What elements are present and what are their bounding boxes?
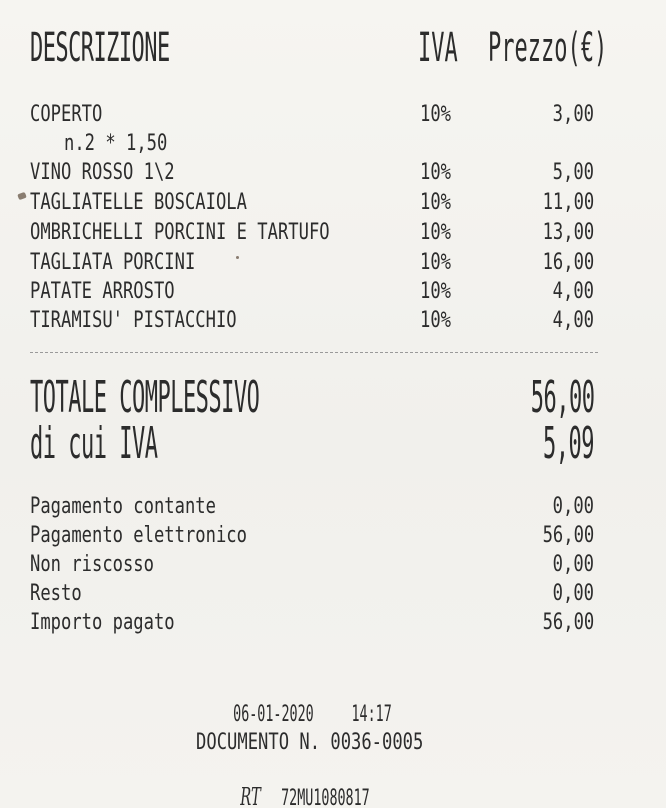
item-row <box>0 218 666 248</box>
rt-logo-icon: RT <box>240 783 262 808</box>
header-vat-label: IVA <box>418 25 458 71</box>
total-value: 56,00 <box>530 372 594 423</box>
rt-serial-line <box>0 782 620 808</box>
payment-amount: 0,00 <box>552 552 594 577</box>
item-price: 4,00 <box>552 308 594 333</box>
item-description: COPERTO <box>30 102 103 127</box>
document-number-line <box>0 728 620 758</box>
header-description-label: DESCRIZIONE <box>30 25 170 71</box>
item-price: 16,00 <box>542 250 594 275</box>
item-row <box>0 277 666 307</box>
payment-amount: 56,00 <box>542 610 594 635</box>
ink-speck <box>236 256 239 259</box>
item-row <box>0 100 666 130</box>
item-row <box>0 248 666 278</box>
item-description: TAGLIATA PORCINI <box>30 250 196 275</box>
payment-label: Non riscosso <box>30 552 154 577</box>
header-price-label: Prezzo(€) <box>488 25 608 71</box>
item-price: 4,00 <box>552 279 594 304</box>
item-price: 3,00 <box>552 102 594 127</box>
vat-included-value: 5,09 <box>543 418 594 469</box>
payment-row <box>0 492 666 522</box>
payment-amount: 0,00 <box>552 581 594 606</box>
item-vat: 10% <box>420 102 452 127</box>
item-price: 13,00 <box>542 220 594 245</box>
payment-row <box>0 579 666 609</box>
item-vat: 10% <box>420 250 452 275</box>
item-quantity-detail: n.2 * 1,50 <box>64 131 168 156</box>
payment-row <box>0 521 666 551</box>
item-description: TAGLIATELLE BOSCAIOLA <box>30 190 247 215</box>
item-vat: 10% <box>420 160 452 185</box>
item-row <box>0 158 666 188</box>
item-price: 11,00 <box>542 190 594 215</box>
item-description: PATATE ARROSTO <box>30 279 175 304</box>
item-description: VINO ROSSO 1\2 <box>30 160 175 185</box>
payment-row <box>0 550 666 580</box>
item-row <box>0 306 666 336</box>
payment-label: Resto <box>30 581 82 606</box>
item-vat: 10% <box>420 308 452 333</box>
divider <box>30 352 598 353</box>
item-vat: 10% <box>420 190 452 215</box>
payment-amount: 56,00 <box>542 523 594 548</box>
vat-included-label: di cui IVA <box>30 418 158 469</box>
date-time-line <box>0 700 620 730</box>
receipt-time: 14:17 <box>351 702 393 727</box>
payment-row <box>0 608 666 638</box>
device-serial: 72MU1080817 <box>281 786 370 808</box>
item-row <box>0 188 666 218</box>
document-number: DOCUMENTO N. 0036-0005 <box>196 730 424 755</box>
item-vat: 10% <box>420 279 452 304</box>
payment-label: Importo pagato <box>30 610 175 635</box>
item-price: 5,00 <box>552 160 594 185</box>
receipt-date: 06-01-2020 <box>233 702 315 727</box>
payment-label: Pagamento elettronico <box>30 523 247 548</box>
payment-label: Pagamento contante <box>30 494 216 519</box>
item-vat: 10% <box>420 220 452 245</box>
total-label: TOTALE COMPLESSIVO <box>30 372 260 423</box>
payment-amount: 0,00 <box>552 494 594 519</box>
item-description: TIRAMISU' PISTACCHIO <box>30 308 237 333</box>
item-description: OMBRICHELLI PORCINI E TARTUFO <box>30 220 330 245</box>
